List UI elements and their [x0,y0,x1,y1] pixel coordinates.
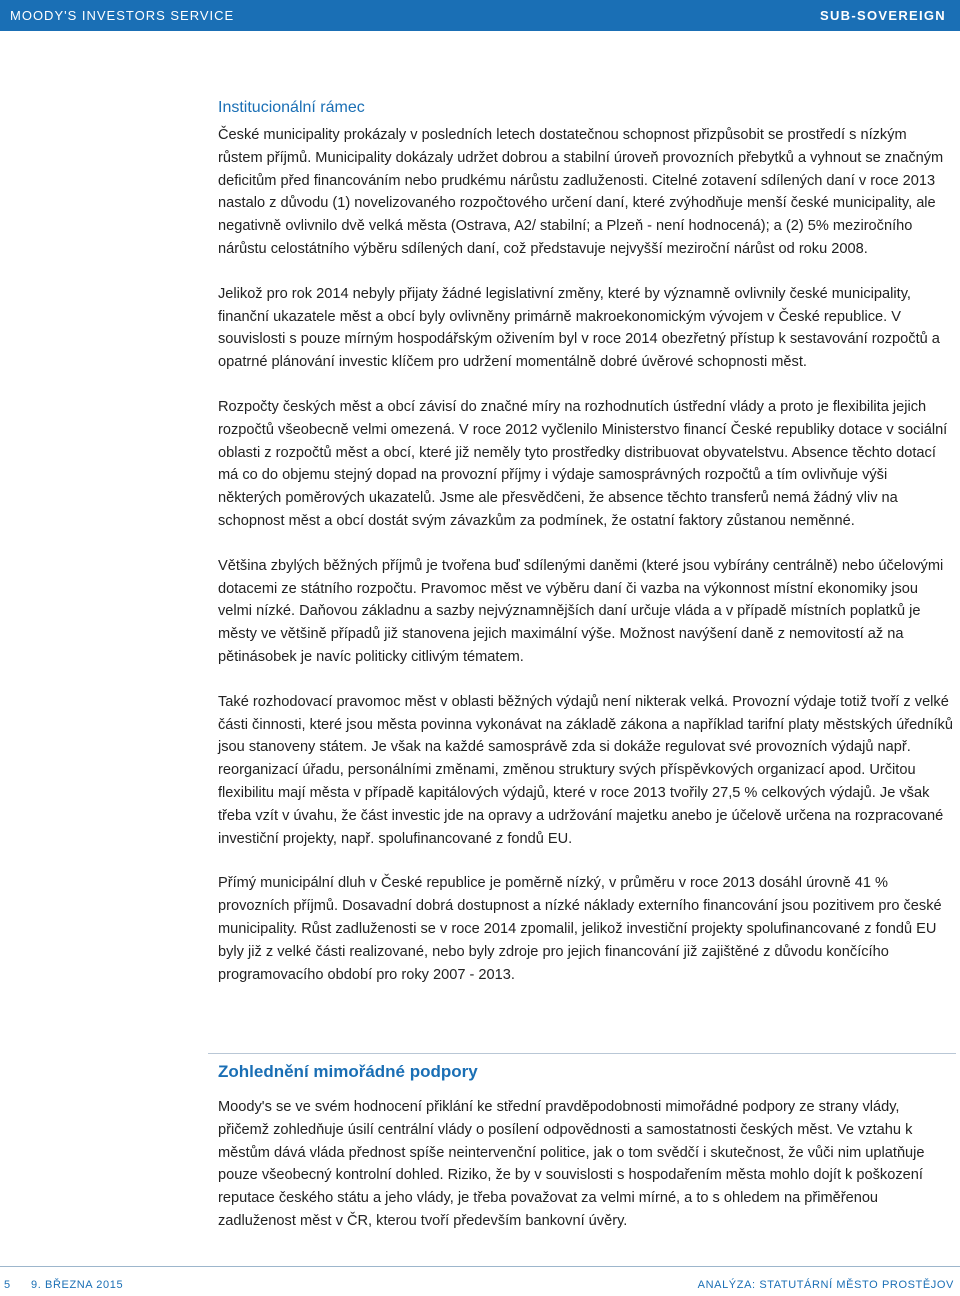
footer [0,1279,960,1293]
publication-date: 9. BŘEZNA 2015 [31,1279,124,1291]
paragraph: České municipality prokázaly v posledních letech dostatečnou schopnost přizpůsobit se prostředí s nízkým růstem příjmů. Municipality dokázaly udržet dobrou a stabilní úroveň provozních přebytků a vyhnout se značným deficitům před financováním nebo prudkému nárůstu zadluženosti. Citelné zotavení sdílených daní v roce 2013 nastalo z důvodu (1) novelizovaného rozpočtového určení daní, které zvýhodňuje menší české municipality, ale negativně ovlivnilo dvě velká města (Ostrava, A2/ stabilní; a Plzeň - není hodnocená); a (2) 5% meziročního nárůstu celostátního výběru sdílených daní, což představuje nejvyšší meziroční nárůst od roku 2008. [218,127,944,257]
paragraph: Rozpočty českých měst a obcí závisí do značné míry na rozhodnutích ústřední vlády a proto je flexibilita jejich rozpočtů všeobecně velmi omezená. V roce 2012 vyčlenilo Ministerstvo financí České republiky dotace v sociální oblasti z rozpočtů měst a obcí, které již neměly tyto prostředky distribuovat obyvatelstvu. Absence těchto dotací má co do objemu stejný dopad na provozní příjmy i výdaje samosprávných rozpočtů a tím ovlivňuje výši některých poměrových ukazatelů. Jsme ale přesvědčeni, že absence těchto transferů nemá žádný vliv na schopnost měst a obcí dostát svým závazkům za podmínek, že ostatní faktory zůstanou neměnné. [218,398,948,529]
paragraph: Přímý municipální dluh v České republice je poměrně nízký, v průměru v roce 2013 dosáhl úrovně 41 % provozních příjmů. Dosavadní dobrá dostupnost a nízké náklady externího financování jsou pozitivem pro české municipality. Růst zadluženosti se v roce 2014 zpomalil, jelikož investiční projekty spolufinancované z fondů EU byly již z velké části realizované, nebo byly zdroje pro jejich financování již zajištěné z důvodu končícího programovacího období pro roky 2007 - 2013. [218,875,942,983]
section-title-extraordinary-support: Zohlednění mimořádné podpory [218,1062,478,1081]
paragraph: Většina zbylých běžných příjmů je tvořena buď sdílenými daněmi (které jsou vybírány centrálně) nebo účelovými dotacemi ze státního rozpočtu. Pravomoc měst ve výběru daní či vazba na výkonnost místní ekonomiky jsou velmi nízké. Daňovou základnu a sazby nejvýznamnějších daní určuje vláda a v případě místních poplatků je městy ve většině případů již stanovena jejich maximální výše. Možnost navýšení daně z nemovitostí až na pětinásobek je navíc politicky citlivým tématem. [218,557,944,665]
header-bar [0,0,960,31]
paragraph: Jelikož pro rok 2014 nebyly přijaty žádné legislativní změny, které by významně ovlivnily české municipality, finanční ukazatele měst a obcí byly ovlivněny primárně makroekonomickým vývojem v České republice. V souvislosti s pouze mírným hospodářským oživením byl v roce 2014 obezřetný přístup k sestavování rozpočtů a opatrné plánování investic klíčem pro udržení momentálně dobré úvěrové schopnosti měst. [218,285,940,371]
brand-name: MOODY'S INVESTORS SERVICE [10,8,235,23]
subheading-institutional-framework: Institucionální rámec [218,99,365,116]
report-title: ANALÝZA: STATUTÁRNÍ MĚSTO PROSTĚJOV [697,1279,954,1291]
paragraph: Moody's se ve svém hodnocení přiklání ke střední pravděpodobnosti mimořádné podpory ze strany vlády, přičemž zohledňuje úsilí centrální vlády o posílení odpovědnosti a samostatnosti českých měst. Ve vztahu k městům dává vláda přednost spíše neintervenční politice, jak o tom svědčí i skutečnost, že vůči nim uplatňuje pouze všeobecný kontrolní dohled. Riziko, že by v souvislosti s hospodařením města mohlo dojít k poškození reputace českého státu a jeho vlády, je třeba považovat za velmi mírné, a to s ohledem na přiměřenou zadluženost měst v ČR, kterou tvoří především bankovní úvěry. [218,1099,925,1229]
main-content [218,96,954,1008]
footer-divider [0,1266,960,1267]
paragraph: Také rozhodovací pravomoc měst v oblasti běžných výdajů není nikterak velká. Provozní výdaje totiž tvoří z velké části činnosti, které jsou města povinna vykonávat na základě zákona a například tarifní platy městských úředníků jsou stanoveny státem. Je však na každé samosprávě zda si dokáže regulovat své provozních výdajů např. reorganizací úřadu, personálními změnami, změnou struktury svých příspěvkových organizací apod. Určitou flexibilitu mají města v případě kapitálových výdajů, které v roce 2013 tvořily 27,5 % celkových výdajů. Je však třeba vzít v úvahu, že část investic jde na opravy a udržování majetku anebo je účelově určena na rozpracované investiční projekty, např. spolufinancované z fondů EU. [218,693,953,847]
report-category-tag: SUB-SOVEREIGN [820,8,946,23]
page-number: 5 [4,1279,11,1291]
section-divider [208,1053,956,1054]
section-body [218,1096,954,1255]
